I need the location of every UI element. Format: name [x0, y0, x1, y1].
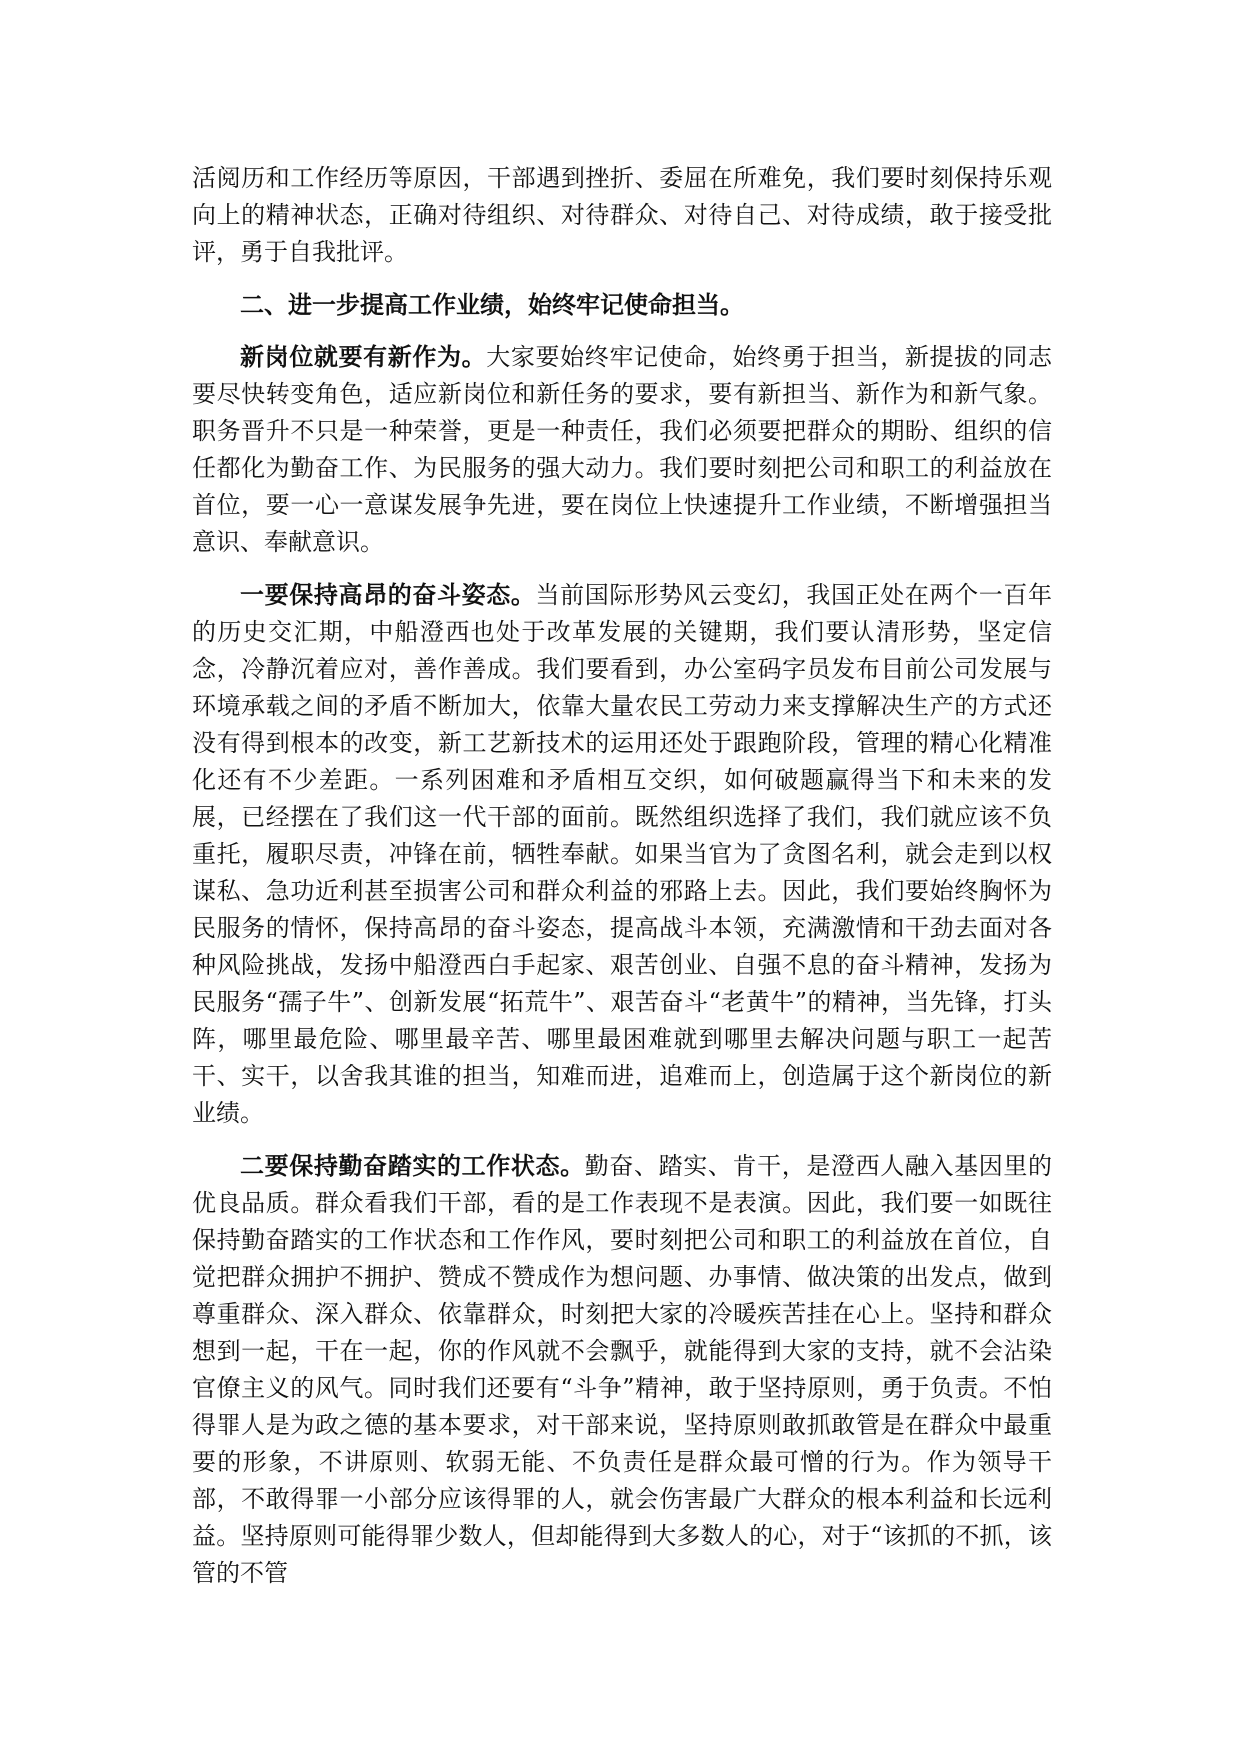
paragraph-lead: 新岗位就要有新作为。 — [240, 342, 487, 371]
paragraph-body: 大家要始终牢记使命，始终勇于担当，新提拔的同志要尽快转变角色，适应新岗位和新任务的要求，要有新担当、新作为和新气象。职务晋升不只是一种荣誉，更是一种责任，我们必须要把群众的期盼、组织的信任都化为勤奋工作、为民服务的强大动力。我们要时刻把公司和职工的利益放在首位，要一心一意谋发展争先进，要在岗位上快速提升工作业绩，不断增强担当意识、奉献意识。 — [192, 343, 1052, 556]
paragraph-body: 勤奋、踏实、肯干，是澄西人融入基因里的优良品质。群众看我们干部，看的是工作表现不是表演。因此，我们要一如既往保持勤奋踏实的工作状态和工作作风，要时刻把公司和职工的利益放在首位，自觉把群众拥护不拥护、赞成不赞成作为想问题、办事情、做决策的出发点，做到尊重群众、深入群众、依靠群众，时刻把大家的冷暖疾苦挂在心上。坚持和群众想到一起，干在一起，你的作风就不会飘乎，就能得到大家的支持，就不会沾染官僚主义的风气。同时我们还要有“斗争”精神，敢于坚持原则，勇于负责。不怕得罪人是为政之德的基本要求，对干部来说，坚持原则敢抓敢管是在群众中最重要的形象，不讲原则、软弱无能、不负责任是群众最可憎的行为。作为领导干部，不敢得罪一小部分应该得罪的人，就会伤害最广大群众的根本利益和长远利益。坚持原则可能得罪少数人，但却能得到大多数人的心，对于“该抓的不抓，该管的不管 — [192, 1152, 1052, 1587]
paragraph-work-state — [192, 1147, 1052, 1592]
document-page — [192, 160, 1052, 1607]
paragraph-continuation: 活阅历和工作经历等原因，干部遇到挫折、委屈在所难免，我们要时刻保持乐观向上的精神状态，正确对待组织、对待群众、对待自己、对待成绩，敢于接受批评，勇于自我批评。 — [192, 164, 1052, 266]
section-heading: 二、进一步提高工作业绩，始终牢记使命担当。 — [240, 290, 744, 319]
paragraph-body: 当前国际形势风云变幻，我国正处在两个一百年的历史交汇期，中船澄西也处于改革发展的关键期，我们要认清形势，坚定信念，冷静沉着应对，善作善成。我们要看到，办公室码字员发布目前公司发展与环境承载之间的矛盾不断加大，依靠大量农民工劳动力来支撑解决生产的方式还没有得到根本的改变，新工艺新技术的运用还处于跟跑阶段，管理的精心化精准化还有不少差距。一系列困难和矛盾相互交织，如何破题赢得当下和未来的发展，已经摆在了我们这一代干部的面前。既然组织选择了我们，我们就应该不负重托，履职尽责，冲锋在前，牺牲奉献。如果当官为了贪图名利，就会走到以权谋私、急功近利甚至损害公司和群众利益的邪路上去。因此，我们要始终胸怀为民服务的情怀，保持高昂的奋斗姿态，提高战斗本领，充满激情和干劲去面对各种风险挑战，发扬中船澄西白手起家、艰苦创业、自强不息的奋斗精神，发扬为民服务“孺子牛”、创新发展“拓荒牛”、艰苦奋斗“老黄牛”的精神，当先锋，打头阵，哪里最危险、哪里最辛苦、哪里最困难就到哪里去解决问题与职工一起苦干、实干，以舍我其谁的担当，知难而进，追难而上，创造属于这个新岗位的新业绩。 — [192, 581, 1052, 1127]
paragraph-lead: 二要保持勤奋踏实的工作状态。 — [240, 1151, 585, 1180]
paragraph-struggle-attitude — [192, 576, 1052, 1132]
paragraph-new-post — [192, 338, 1052, 561]
paragraph-lead: 一要保持高昂的奋斗姿态。 — [240, 580, 536, 609]
